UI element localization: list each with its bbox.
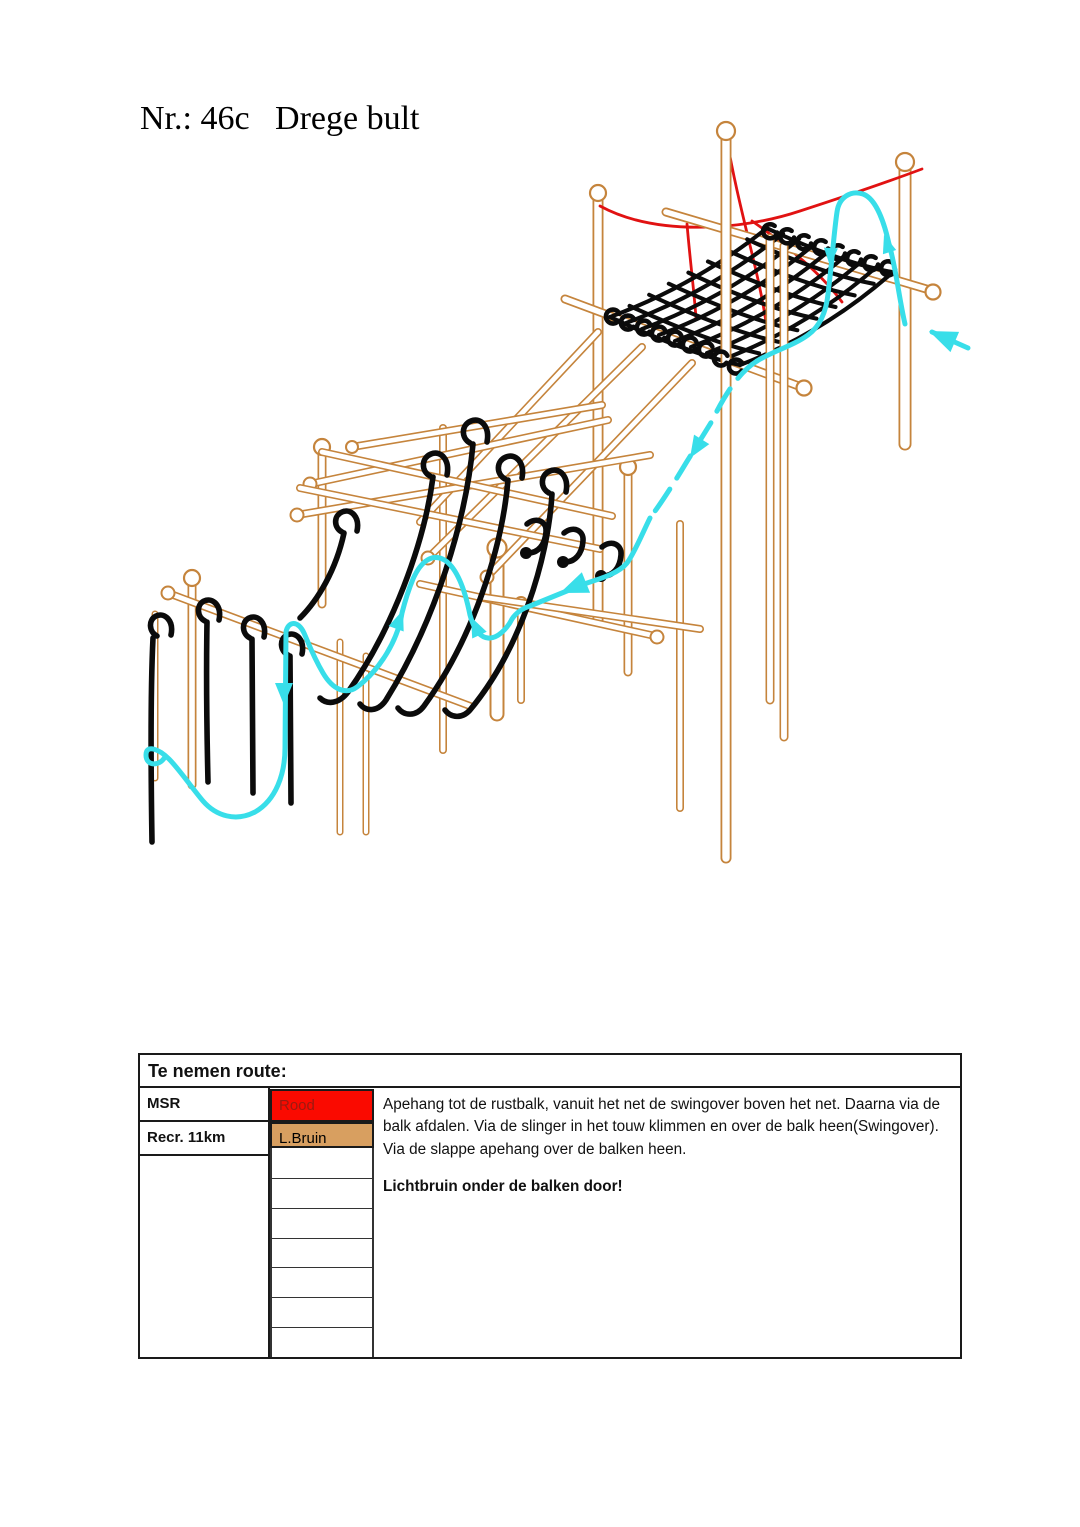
route-lower-course [146,518,650,817]
empty-row [270,1327,374,1357]
row-label-msr: MSR [140,1088,270,1122]
arrow-mid [556,572,590,603]
empty-row [270,1238,374,1268]
empty-row [270,1208,374,1238]
route-description: Apehang tot de rustbalk, vanuit het net de swingover boven het net. Daarna via de balk afdalen. Via de slinger in het touw klimmen en over de balk heen(Swingover). Via de slappe apehang over de balken heen. [383,1096,941,1158]
empty-row [270,1297,374,1327]
empty-row [270,1178,374,1208]
row-label-recr: Recr. 11km [140,1122,270,1156]
route-table [138,1053,962,1359]
label-column-empty [140,1156,270,1357]
color-cell-lbruin: L.Bruin [270,1122,374,1148]
empty-row [270,1148,374,1178]
arrow-entry [925,321,959,352]
route-note: Lichtbruin onder de balken door! [383,1178,623,1196]
route-description-cell [374,1088,962,1357]
color-cell-rood: Rood [270,1089,374,1122]
empty-row [270,1267,374,1297]
color-column-empty-rows [270,1148,374,1357]
page-title: Nr.: 46c Drege bult [140,100,420,137]
hanging-ropes [150,420,621,842]
route-table-header: Te nemen route: [140,1055,960,1088]
